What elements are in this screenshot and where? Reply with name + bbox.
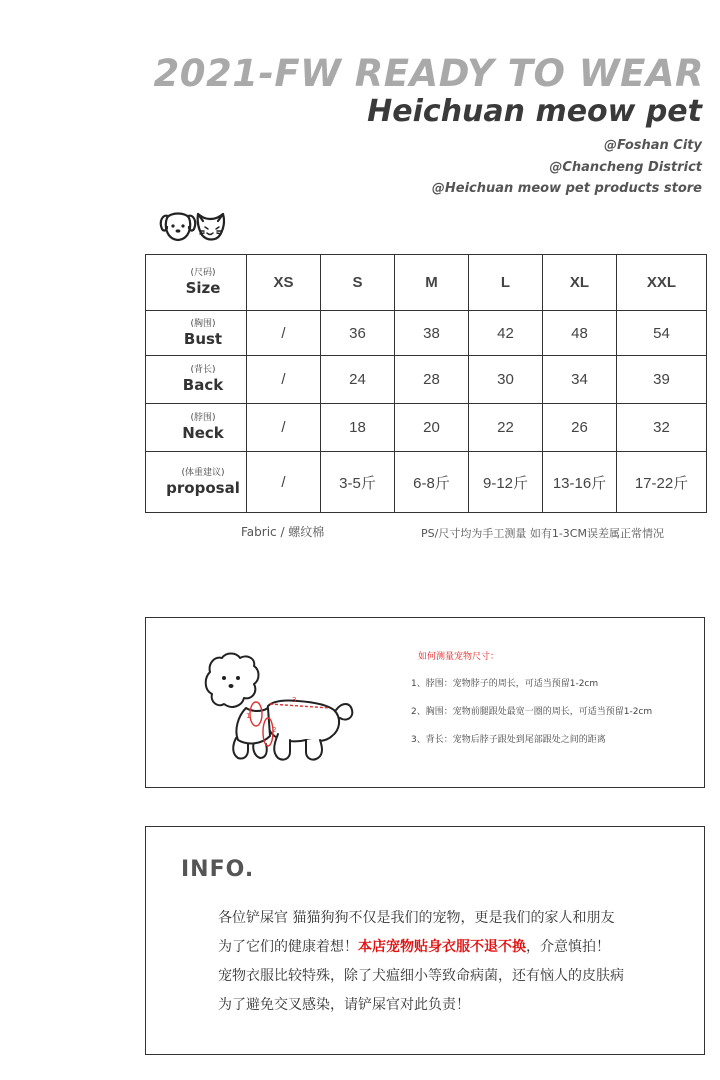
back-label-cn: (背长) [190, 365, 216, 375]
info-title: INFO. [181, 857, 255, 882]
brand-subtitle: Heichuan meow pet [367, 94, 702, 129]
dog-cat-icon [158, 208, 234, 244]
back-row [146, 356, 707, 404]
location-district: @Chancheng District [549, 160, 702, 175]
neck-label-cell [146, 404, 247, 452]
measure-item-bust: 2、胸围：宠物前腿跟处最宽一圈的周长，可适当预留1-2cm [411, 707, 653, 717]
table-cell: 30 [469, 356, 543, 404]
table-cell: 9-12斤 [469, 452, 543, 513]
bust-label-en: Bust [183, 329, 223, 348]
neck-label-cn: (脖围) [190, 413, 216, 423]
bust-label-cell [146, 311, 247, 356]
diagram-label-neck: 1 [246, 712, 251, 720]
size-m-header: M [395, 255, 469, 311]
info-line-2 [218, 936, 610, 956]
table-cell: 20 [395, 404, 469, 452]
neck-label-en: Neck [182, 424, 224, 442]
table-cell: 28 [395, 356, 469, 404]
brand-title: 2021-FW READY TO WEAR [153, 52, 704, 95]
bust-label-cn: (胸围) [190, 318, 216, 329]
table-cell: 39 [617, 356, 707, 404]
table-cell: 18 [321, 404, 395, 452]
table-cell: 36 [321, 311, 395, 356]
measure-guide-title: 如何测量宠物尺寸： [418, 652, 500, 662]
table-cell: 26 [543, 404, 617, 452]
size-xs-header: XS [247, 255, 321, 311]
table-cell: / [247, 452, 321, 513]
table-header-row [146, 255, 707, 311]
info-line-4: 为了避免交叉感染，请铲屎官对此负责！ [218, 997, 470, 1013]
diagram-label-back: 3 [292, 696, 297, 704]
table-cell: 24 [321, 356, 395, 404]
table-cell: 6-8斤 [395, 452, 469, 513]
bust-row [146, 311, 707, 356]
table-cell: 54 [617, 311, 707, 356]
table-cell: 38 [395, 311, 469, 356]
proposal-row [146, 452, 707, 513]
diagram-label-bust: 2 [272, 726, 277, 734]
proposal-label-cell [146, 452, 247, 513]
table-cell: 34 [543, 356, 617, 404]
proposal-label-cn: (体重建议) [181, 467, 225, 478]
size-xxl-header: XXL [617, 255, 707, 311]
info-line-2-pre: 为了它们的健康着想！ [218, 939, 358, 955]
table-cell: 3-5斤 [321, 452, 395, 513]
table-cell: 42 [469, 311, 543, 356]
table-cell: 48 [543, 311, 617, 356]
table-cell: / [247, 311, 321, 356]
no-return-policy-highlight: 本店宠物贴身衣服不退不换 [358, 939, 526, 955]
size-label-en: Size [185, 279, 221, 297]
size-s-header: S [321, 255, 395, 311]
size-chart-table [145, 254, 707, 513]
size-label-cn: (尺码) [190, 268, 216, 278]
table-cell: 22 [469, 404, 543, 452]
fabric-note: Fabric / 螺纹棉 [241, 525, 325, 539]
table-cell: / [247, 356, 321, 404]
size-xl-header: XL [543, 255, 617, 311]
back-label-cell [146, 356, 247, 404]
table-cell: 13-16斤 [543, 452, 617, 513]
info-notice [145, 826, 705, 1055]
location-city: @Foshan City [603, 138, 702, 153]
location-store: @Heichuan meow pet products store [431, 181, 702, 196]
table-cell: 32 [617, 404, 707, 452]
measure-item-back: 3、背长：宠物后脖子跟处到尾部跟处之间的距离 [411, 735, 606, 745]
measure-item-neck: 1、脖围：宠物脖子的周长，可适当预留1-2cm [411, 679, 599, 689]
poodle-measurement-illustration [202, 648, 362, 766]
info-line-1: 各位铲屎官 猫猫狗狗不仅是我们的宠物，更是我们的家人和朋友 [218, 910, 615, 926]
measurement-guide [145, 617, 705, 788]
info-line-3: 宠物衣服比较特殊，除了犬瘟细小等致命病菌，还有恼人的皮肤病 [218, 968, 624, 984]
table-cell: 17-22斤 [617, 452, 707, 513]
info-line-2-post: ，介意慎拍！ [526, 939, 610, 955]
size-label-cell [146, 255, 247, 311]
table-cell: / [247, 404, 321, 452]
neck-row [146, 404, 707, 452]
back-label-en: Back [182, 376, 224, 394]
size-l-header: L [469, 255, 543, 311]
measurement-disclaimer: PS/尺寸均为手工测量 如有1-3CM误差属正常情况 [421, 527, 664, 540]
proposal-label-en: proposal [166, 478, 240, 497]
